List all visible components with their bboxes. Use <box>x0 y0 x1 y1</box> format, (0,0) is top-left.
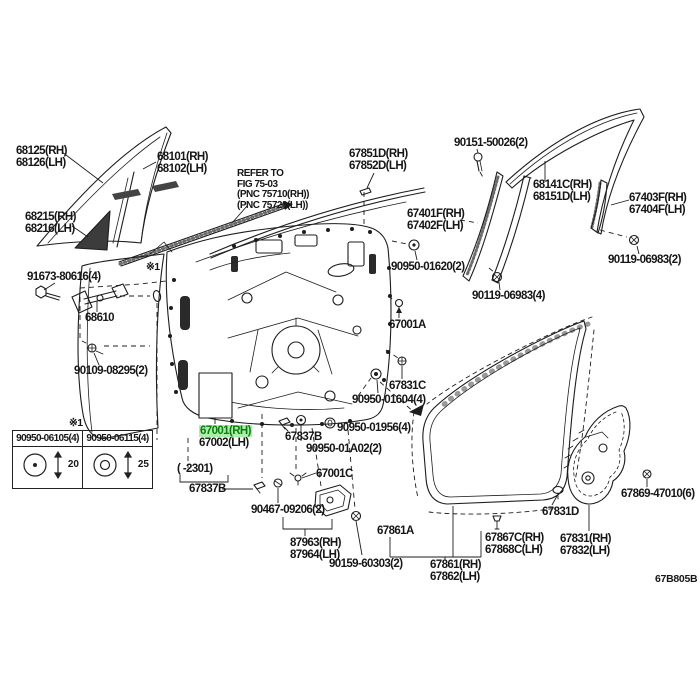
thickness-table-cell-2 <box>83 447 153 489</box>
thickness-table <box>12 430 153 489</box>
part-label-91673-80616[interactable]: 91673-80616(4) <box>27 271 101 283</box>
part-label-67867C-67868C[interactable]: 67867C(RH) 67868C(LH) <box>485 532 544 556</box>
part-label-67837B-upper[interactable]: 67837B <box>285 431 322 443</box>
thickness-table-cell-1 <box>13 447 83 489</box>
part-label-67001C[interactable]: 67001C <box>316 468 353 480</box>
weatherstrip-loop-drawing <box>409 317 594 529</box>
part-label-90109-08295[interactable]: 90109-08295(2) <box>74 365 148 377</box>
part-label-67831D[interactable]: 67831D <box>542 506 579 518</box>
run-channel-drawing <box>463 172 531 283</box>
part-label-67861-67862[interactable]: 67861(RH) 67862(LH) <box>430 559 481 583</box>
thickness-table-part-1: 90950-06105(4) <box>13 431 83 447</box>
part-label-68101-68102[interactable]: 68101(RH) 68102(LH) <box>157 151 208 175</box>
catalog-code: 67B805B <box>655 573 698 585</box>
grommet-dim: 25 <box>137 459 149 470</box>
refer-note: REFER TO FIG 75-03 (PNC 75710(RH)) (PNC 75720(LH)) <box>237 168 309 211</box>
callout-box <box>199 373 232 418</box>
screw-90151-drawing <box>474 153 482 171</box>
part-label-90950-01956[interactable]: 90950-01956(4) <box>337 422 411 434</box>
part-label-90467-09206[interactable]: 90467-09206(2) <box>251 504 325 516</box>
dashed-projection-lines <box>80 172 627 509</box>
part-label-68141C-68151D[interactable]: 68141C(RH) 68151D(LH) <box>533 179 592 203</box>
part-label-67831C[interactable]: 67831C <box>389 380 426 392</box>
note-marker-2: ※1 <box>69 417 83 429</box>
part-label-90119-06983-4[interactable]: 90119-06983(4) <box>472 290 545 302</box>
part-label-67401F-67402F[interactable]: 67401F(RH) 67402F(LH) <box>407 208 465 232</box>
part-label-90950-01604[interactable]: 90950-01604(4) <box>352 394 426 406</box>
note-marker-1: ※1 <box>146 261 160 273</box>
vent-seal-drawing <box>75 211 110 250</box>
thickness-table-part-2: 90950-06115(4) <box>83 431 153 447</box>
part-label-68215-68216[interactable]: 68215(RH) 68216(LH) <box>25 211 76 235</box>
part-label-90950-01A02[interactable]: 90950-01A02(2) <box>306 443 382 455</box>
part-label-90119-06983-2[interactable]: 90119-06983(2) <box>608 254 681 266</box>
part-label-67001A[interactable]: 67001A <box>389 319 426 331</box>
part-label-67001-67002[interactable]: 67001(RH) 67002(LH) <box>199 425 251 449</box>
part-label-67403F-67404F[interactable]: 67403F(RH) 67404F(LH) <box>629 192 687 216</box>
part-label-68125-68126[interactable]: 68125(RH) 68126(LH) <box>16 145 67 169</box>
part-label-67861A[interactable]: 67861A <box>377 525 414 537</box>
door-frame-run-drawing <box>506 109 644 234</box>
part-label-87963-87964[interactable]: 87963(RH) 87964(LH) <box>290 537 341 561</box>
part-label-90950-01620[interactable]: 90950-01620(2) <box>391 261 465 273</box>
part-label-67869-47010[interactable]: 67869-47010(6) <box>621 488 695 500</box>
part-label-90151-50026[interactable]: 90151-50026(2) <box>454 137 528 149</box>
part-label-67851D-67852D[interactable]: 67851D(RH) 67852D(LH) <box>349 148 408 172</box>
grommet-dim: 20 <box>67 459 79 470</box>
part-label-68610[interactable]: 68610 <box>85 312 114 324</box>
part-label-67837B-lower[interactable]: 67837B <box>189 483 226 495</box>
part-label-67831-67832[interactable]: 67831(RH) 67832(LH) <box>560 533 611 557</box>
part-label-90159-60303[interactable]: 90159-60303(2) <box>329 558 403 570</box>
part-label-dash-2301[interactable]: ( -2301) <box>177 463 213 475</box>
